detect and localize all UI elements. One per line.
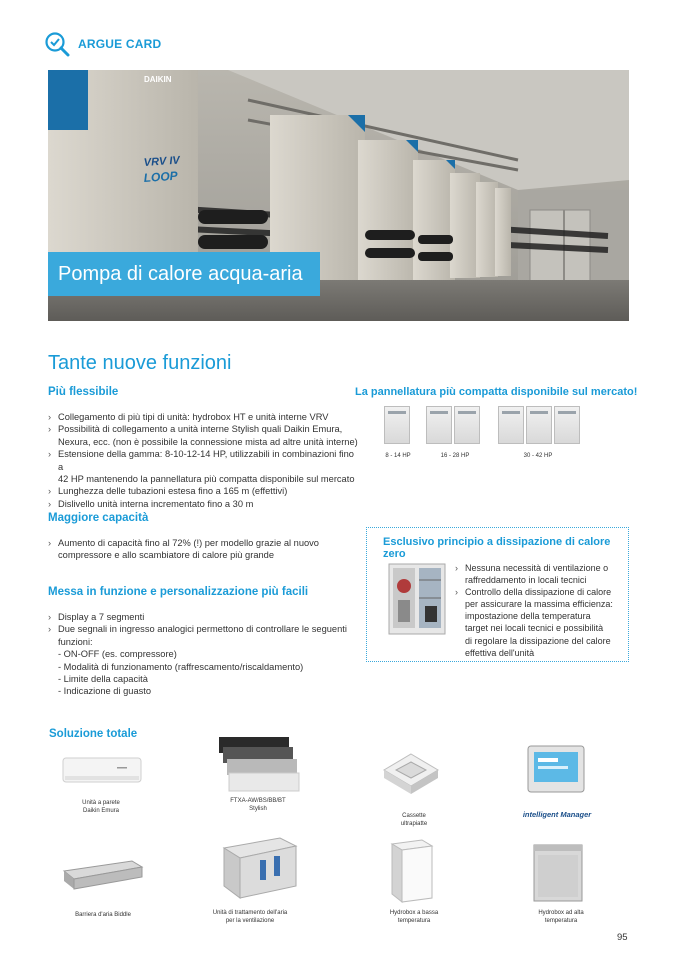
unit-group-16-28 (426, 406, 480, 444)
air-curtain-icon (60, 857, 146, 897)
list-item: › Display a 7 segmenti (48, 611, 358, 623)
list-item: effettiva dell'unità (465, 647, 535, 658)
section-compact-title: La pannellatura più compatta disponibile sul mercato! (355, 386, 638, 398)
list-item: 42 HP mantenendo la pannellatura più compatta disponibile sul mercato (58, 474, 355, 485)
heat-dissipation-box (366, 527, 629, 662)
magnifier-check-icon (44, 31, 70, 57)
product-label: Barriera d'aria Biddle (75, 912, 131, 918)
unit-label: 30 - 42 HP (523, 453, 553, 459)
product-label: Hydrobox a bassa temperatura (389, 910, 439, 924)
hero-brand-text: DAIKIN (144, 75, 172, 84)
product-label: Unità a parete Daikin Emura (82, 800, 120, 814)
unit-group-8-14 (384, 406, 410, 444)
hero-image (48, 70, 629, 321)
outdoor-unit-icon (526, 406, 552, 444)
list-item: › Nessuna necessità di ventilazione o (455, 562, 625, 574)
unit-group-30-42 (498, 406, 580, 444)
cassette-unit-icon (380, 750, 442, 800)
outdoor-unit-icon (554, 406, 580, 444)
section-capacity-title: Maggiore capacità (48, 512, 149, 524)
list-item: › Controllo della dissipazione di calore (455, 586, 625, 598)
list-item: - Limite della capacità (58, 674, 148, 685)
unit-label: 8 - 14 HP (385, 453, 411, 459)
list-item: › Possibilità di collegamento a unità interne Stylish quali Daikin Emura, (48, 423, 358, 435)
intelligent-manager-logo: intelligent Manager (522, 810, 592, 819)
flexible-list (48, 411, 358, 510)
list-item: › Due segnali in ingresso analogici permettono di controllare le seguenti (48, 623, 358, 635)
header-label: ARGUE CARD (78, 37, 162, 51)
list-item: target nei locali tecnici e possibilità (465, 623, 604, 634)
outdoor-unit-icon (454, 406, 480, 444)
unit-label: 16 - 28 HP (440, 453, 470, 459)
product-label: Hydrobox ad alta temperatura (538, 910, 584, 924)
product-label: Unità di trattamento dell'aria per la ventilazione (212, 910, 288, 924)
list-item: raffreddamento in locali tecnici (465, 575, 587, 586)
hero-title-banner (48, 252, 320, 296)
list-item: - Indicazione di guasto (58, 686, 152, 697)
hero-product-sub: LOOP (143, 168, 179, 185)
list-item: › Collegamento di più tipi di unità: hydrobox HT e unità interne VRV (48, 411, 358, 423)
commissioning-list (48, 611, 358, 698)
stylish-panels-icon (215, 733, 301, 795)
list-item: impostazione della temperatura (465, 611, 591, 622)
list-item: di regolare la dissipazione del calore (465, 635, 611, 646)
compact-units-illustration (384, 406, 624, 466)
unit-cutaway-icon (385, 558, 453, 640)
touch-screen-controller-icon (524, 742, 588, 798)
wall-unit-icon (61, 756, 143, 786)
page-number: 95 (617, 932, 628, 943)
heat-dissipation-list (455, 562, 625, 659)
outdoor-unit-icon (498, 406, 524, 444)
hydrobox-low-temp-icon (384, 836, 440, 906)
list-item: › Lunghezza delle tubazioni estesa fino a 165 m (effettivi) (48, 485, 358, 497)
list-item: - ON-OFF (es. compressore) (58, 649, 177, 660)
hero-title: Pompa di calore acqua-aria (58, 262, 303, 285)
page-header (44, 30, 161, 58)
outdoor-unit-icon (384, 406, 410, 444)
list-item: funzioni: (58, 636, 93, 647)
capacity-list (48, 537, 358, 562)
hero-product-text: VRV IV (143, 154, 181, 169)
hydrobox-high-temp-icon (528, 841, 588, 905)
outdoor-unit-icon (426, 406, 452, 444)
list-item: › Aumento di capacità fino al 72% (!) per modello grazie al nuovo (48, 537, 358, 549)
solution-title: Soluzione totale (49, 728, 138, 740)
product-label: FTXA-AW/BS/BB/BT Stylish (230, 798, 286, 812)
product-label: Cassette ultrapiatte (400, 813, 428, 827)
list-item: per assicurare la massima efficienza: (465, 599, 613, 610)
page-title: Tante nuove funzioni (48, 352, 232, 374)
air-handling-unit-icon (220, 830, 300, 902)
list-item: Nexura, ecc. (non è possibile la connessione mista ad altre unità interne) (58, 436, 358, 447)
heat-dissipation-title: Esclusivo principio a dissipazione di calore zero (383, 536, 611, 560)
list-item: › Dislivello unità interna incrementato fino a 30 m (48, 498, 358, 510)
section-flexible-title: Più flessibile (48, 386, 119, 398)
list-item: - Modalità di funzionamento (raffrescamento/riscaldamento) (58, 661, 304, 672)
list-item: › Estensione della gamma: 8-10-12-14 HP, utilizzabili in combinazioni fino a (48, 448, 358, 473)
section-commissioning-title: Messa in funzione e personalizzazione più facili (48, 586, 309, 598)
list-item: compressore e allo scambiatore di calore più grande (58, 550, 275, 561)
